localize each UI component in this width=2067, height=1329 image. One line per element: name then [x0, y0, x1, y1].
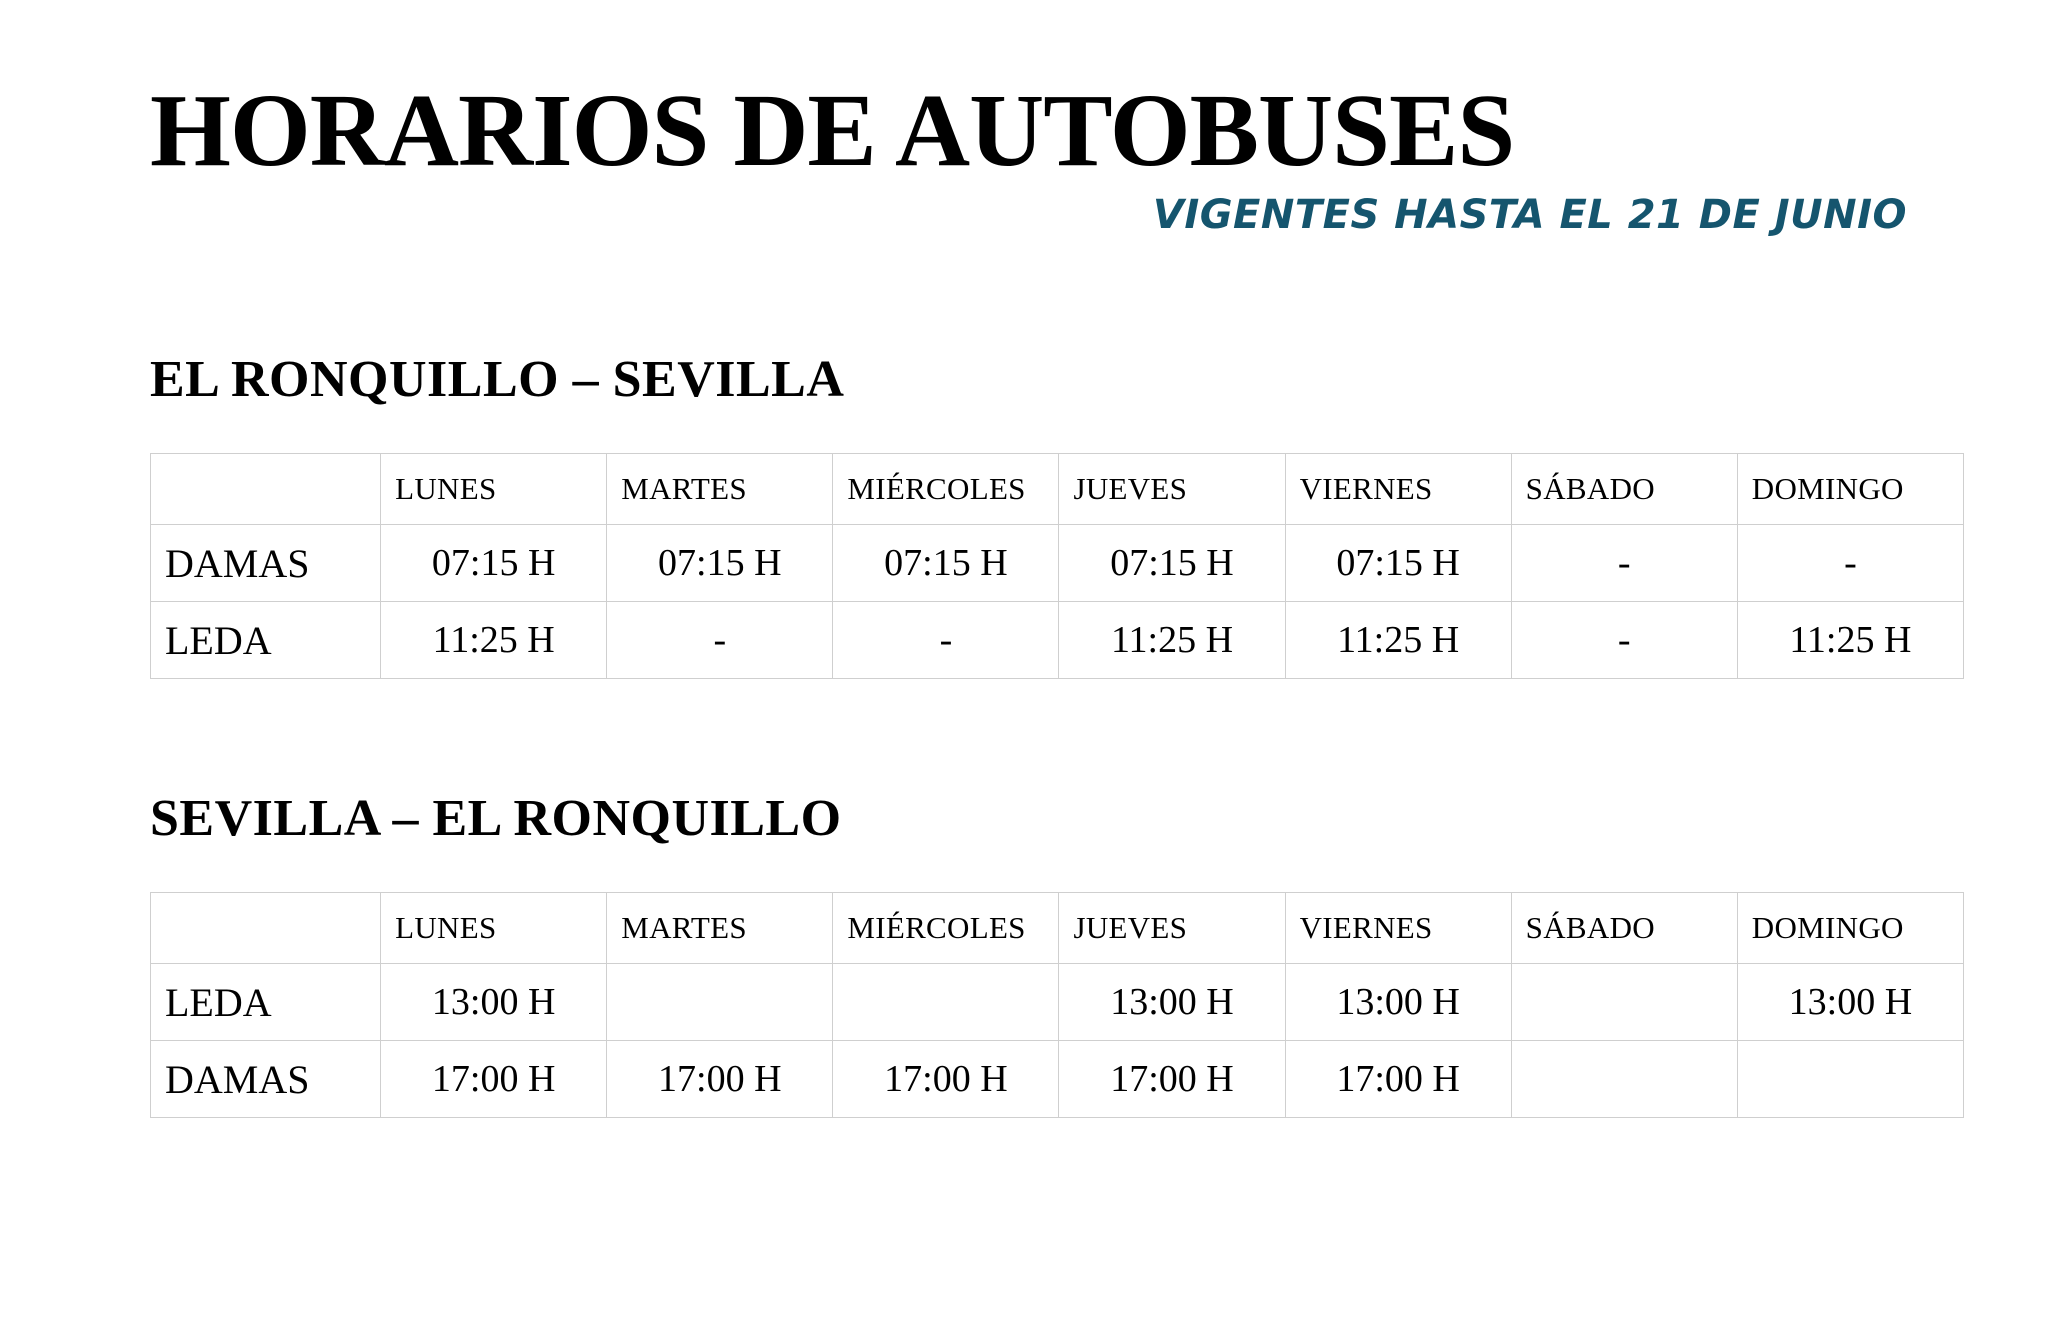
schedule-table-ronquillo-sevilla — [150, 453, 1964, 679]
table-cell: 11:25 H — [1059, 602, 1285, 679]
table-header-cell: VIERNES — [1285, 893, 1511, 964]
table-cell: 11:25 H — [1285, 602, 1511, 679]
table-header-cell: DOMINGO — [1737, 893, 1963, 964]
table-row — [151, 964, 1964, 1041]
table-cell: - — [607, 602, 833, 679]
table-row — [151, 525, 1964, 602]
table-header-cell: VIERNES — [1285, 454, 1511, 525]
section-sevilla-ronquillo — [150, 679, 1917, 1118]
table-header-cell — [151, 454, 381, 525]
table-header-row — [151, 454, 1964, 525]
table-cell — [607, 964, 833, 1041]
table-row — [151, 1041, 1964, 1118]
table-cell: 07:15 H — [1285, 525, 1511, 602]
table-header-cell: SÁBADO — [1511, 893, 1737, 964]
table-cell — [1511, 1041, 1737, 1118]
table-cell: - — [1511, 525, 1737, 602]
table-cell: 13:00 H — [381, 964, 607, 1041]
table-cell — [833, 964, 1059, 1041]
table-cell: - — [833, 602, 1059, 679]
table-cell: 13:00 H — [1737, 964, 1963, 1041]
table-header-cell: LUNES — [381, 454, 607, 525]
table-cell: 07:15 H — [1059, 525, 1285, 602]
operator-label: LEDA — [151, 602, 381, 679]
table-header-cell: MARTES — [607, 454, 833, 525]
table-cell — [1737, 1041, 1963, 1118]
operator-label: LEDA — [151, 964, 381, 1041]
table-cell: 11:25 H — [381, 602, 607, 679]
table-cell: 17:00 H — [381, 1041, 607, 1118]
table-cell: 07:15 H — [833, 525, 1059, 602]
table-cell: - — [1737, 525, 1963, 602]
table-cell: - — [1511, 602, 1737, 679]
section-ronquillo-sevilla — [150, 238, 1917, 679]
table-header-cell: MIÉRCOLES — [833, 893, 1059, 964]
operator-label: DAMAS — [151, 525, 381, 602]
table-cell: 07:15 H — [381, 525, 607, 602]
table-cell: 17:00 H — [1285, 1041, 1511, 1118]
table-header-cell: JUEVES — [1059, 893, 1285, 964]
section-title: EL RONQUILLO – SEVILLA — [150, 351, 845, 409]
operator-label: DAMAS — [151, 1041, 381, 1118]
page-title: HORARIOS DE AUTOBUSES — [150, 73, 1515, 188]
table-header-cell: JUEVES — [1059, 454, 1285, 525]
table-cell: 17:00 H — [1059, 1041, 1285, 1118]
table-cell — [1511, 964, 1737, 1041]
section-title: SEVILLA – EL RONQUILLO — [150, 790, 842, 848]
table-row — [151, 602, 1964, 679]
table-header-cell: MIÉRCOLES — [833, 454, 1059, 525]
page-subtitle: VIGENTES HASTA EL 21 DE JUNIO — [1152, 192, 1907, 239]
table-cell: 13:00 H — [1285, 964, 1511, 1041]
table-cell: 13:00 H — [1059, 964, 1285, 1041]
table-header-cell: LUNES — [381, 893, 607, 964]
table-header-cell: MARTES — [607, 893, 833, 964]
table-header-cell — [151, 893, 381, 964]
table-cell: 17:00 H — [607, 1041, 833, 1118]
schedule-table-sevilla-ronquillo — [150, 892, 1964, 1118]
table-header-row — [151, 893, 1964, 964]
table-cell: 17:00 H — [833, 1041, 1059, 1118]
table-header-cell: DOMINGO — [1737, 454, 1963, 525]
table-header-cell: SÁBADO — [1511, 454, 1737, 525]
table-cell: 07:15 H — [607, 525, 833, 602]
table-cell: 11:25 H — [1737, 602, 1963, 679]
